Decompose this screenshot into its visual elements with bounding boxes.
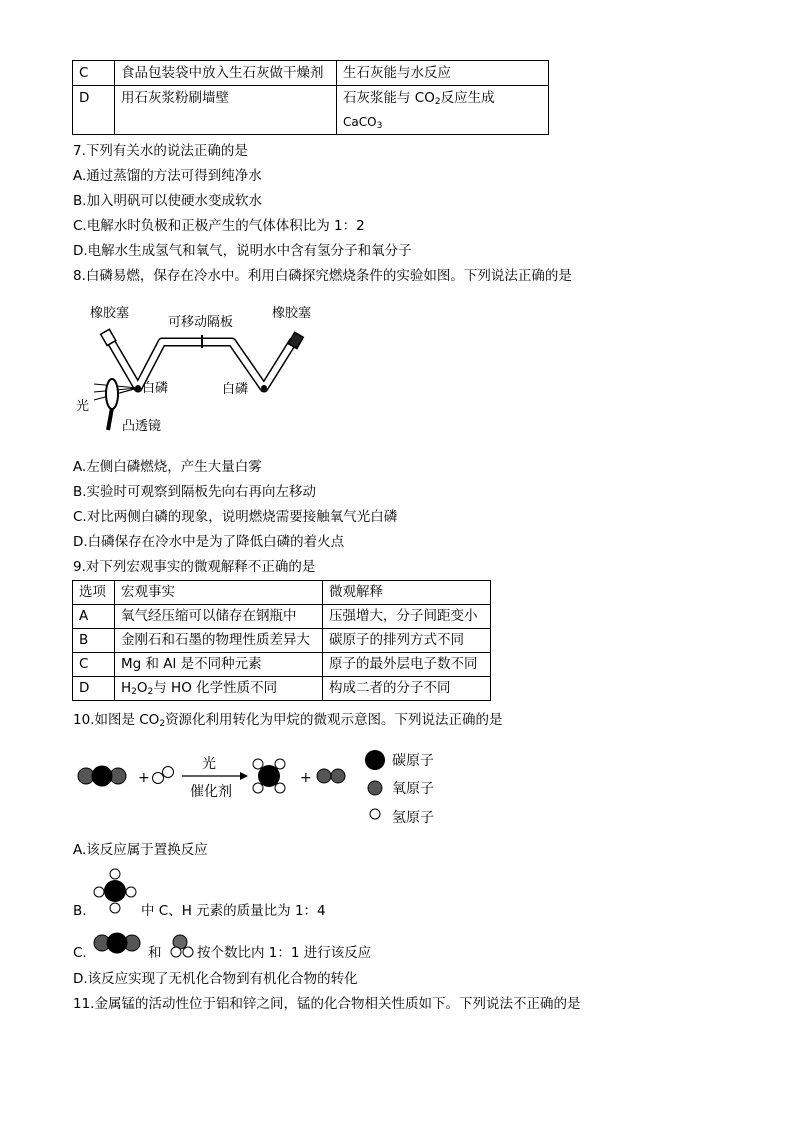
table-cell-explain: 构成二者的分子不同 [323, 677, 491, 701]
plus-sign: + [300, 770, 312, 786]
table-header-cell: 宏观事实 [115, 581, 323, 605]
q7-option-c: C.电解水时负极和正极产生的气体体积比为 1：2 [73, 218, 365, 234]
lens-handle [108, 408, 112, 430]
arrow-top-label: 光 [202, 756, 216, 772]
table-row [73, 629, 491, 653]
label-phosphorus-left: 白磷 [142, 381, 169, 396]
q7-option-d: D.电解水生成氢气和氧气，说明水中含有氢分子和氧分子 [73, 243, 412, 259]
label-stopper-right: 橡胶塞 [272, 306, 312, 321]
label-lens: 凸透镜 [122, 419, 162, 434]
plus-sign: + [138, 770, 150, 786]
table-cell-label: D [73, 677, 115, 701]
q8-option-c: C.对比两侧白磷的现象，说明燃烧需要接触氧气光白磷 [73, 509, 398, 525]
q10-stem: 10.如图是 $CO_2$资源化利用转化为甲烷的微观示意图。下列说法正确的是 [73, 712, 503, 729]
q9-stem: 9.对下列宏观事实的微观解释不正确的是 [73, 559, 316, 575]
label-phosphorus-right: 白磷 [222, 382, 249, 397]
table-cell-explain: 石灰浆能与 $CO_2$反应生成 CaCO$_3$ [337, 86, 549, 135]
table-cell-explain: 原子的最外层电子数不同 [323, 653, 491, 677]
table-cell-fact: 食品包装袋中放入生石灰做干燥剂 [115, 61, 337, 86]
label-partition: 可移动隔板 [168, 315, 234, 330]
legend-oxygen-icon [368, 781, 382, 795]
q10-option-a: A.该反应属于置换反应 [73, 842, 208, 858]
table-row [73, 677, 491, 701]
q8-figure [72, 300, 332, 440]
h2-molecule-icon [168, 933, 198, 959]
table-cell-label: D [73, 86, 115, 135]
table-cell-fact: 用石灰浆粉刷墙壁 [115, 86, 337, 135]
h2o-molecule-icon [317, 769, 345, 783]
q7-stem: 7.下列有关水的说法正确的是 [73, 143, 248, 159]
q10-option-c-and: 和 [148, 945, 162, 961]
table-row [73, 605, 491, 629]
q8-option-d: D.白磷保存在冷水中是为了降低白磷的着火点 [73, 534, 345, 550]
table-cell-label: C [73, 653, 115, 677]
q10-figure [72, 742, 452, 832]
q10-option-c-text: 按个数比内 1：1 进行该反应 [197, 945, 372, 961]
table-cell-fact: 氧气经压缩可以储存在钢瓶中 [115, 605, 323, 629]
q8-stem: 8.白磷易燃，保存在冷水中。利用白磷探究燃烧条件的实验如图。下列说法正确的是 [73, 268, 572, 284]
h2-molecule-icon [153, 767, 174, 784]
table-row [73, 653, 491, 677]
q11-stem: 11.金属锰的活动性位于铝和锌之间，锰的化合物相关性质如下。下列说法不正确的是 [73, 996, 581, 1012]
table-cell-label: A [73, 605, 115, 629]
table-cell-fact: 金刚石和石墨的物理性质差异大 [115, 629, 323, 653]
table-row [73, 61, 549, 86]
table-cell-explain: 碳原子的排列方式不同 [323, 629, 491, 653]
legend-oxygen-label: 氧原子 [392, 781, 434, 797]
table-cell-fact: $H_2O_2$与 HO 化学性质不同 [115, 677, 323, 701]
co2-molecule-icon [78, 766, 126, 787]
ch4-molecule-icon [253, 759, 285, 793]
q10-option-c-label: C. [73, 945, 87, 961]
q10-option-b-label: B. [73, 903, 87, 919]
table-row [73, 86, 549, 135]
label-light: 光 [76, 399, 90, 414]
q9-table [72, 580, 491, 701]
table-cell-fact: Mg 和 Al 是不同种元素 [115, 653, 323, 677]
legend-carbon-label: 碳原子 [392, 753, 434, 769]
legend-carbon-icon [365, 750, 385, 770]
table-header-cell: 微观解释 [323, 581, 491, 605]
ch4-molecule-icon [93, 868, 137, 914]
table-cell-label: B [73, 629, 115, 653]
label-stopper-left: 橡胶塞 [90, 306, 130, 321]
q10-option-d: D.该反应实现了无机化合物到有机化合物的转化 [73, 971, 358, 987]
table-cell-label: C [73, 61, 115, 86]
table-header-row [73, 581, 491, 605]
q7-option-a: A.通过蒸馏的方法可得到纯净水 [73, 168, 262, 184]
q8-option-b: B.实验时可观察到隔板先向右再向左移动 [73, 484, 317, 500]
q10-option-b-text: 中 C、H 元素的质量比为 1：4 [141, 903, 326, 919]
arrow-bottom-label: 催化剂 [190, 784, 232, 800]
table-cell-explain: 生石灰能与水反应 [337, 61, 549, 86]
legend-hydrogen-label: 氢原子 [392, 810, 434, 826]
q7-option-b: B.加入明矾可以使硬水变成软水 [73, 193, 263, 209]
table-cell-explain: 压强增大，分子间距变小 [323, 605, 491, 629]
table-header-cell: 选项 [73, 581, 115, 605]
lens-icon [106, 379, 118, 409]
co2-molecule-icon [92, 932, 142, 954]
top-table [72, 60, 549, 135]
legend-hydrogen-icon [370, 809, 380, 819]
q8-option-a: A.左侧白磷燃烧，产生大量白雾 [73, 459, 262, 475]
